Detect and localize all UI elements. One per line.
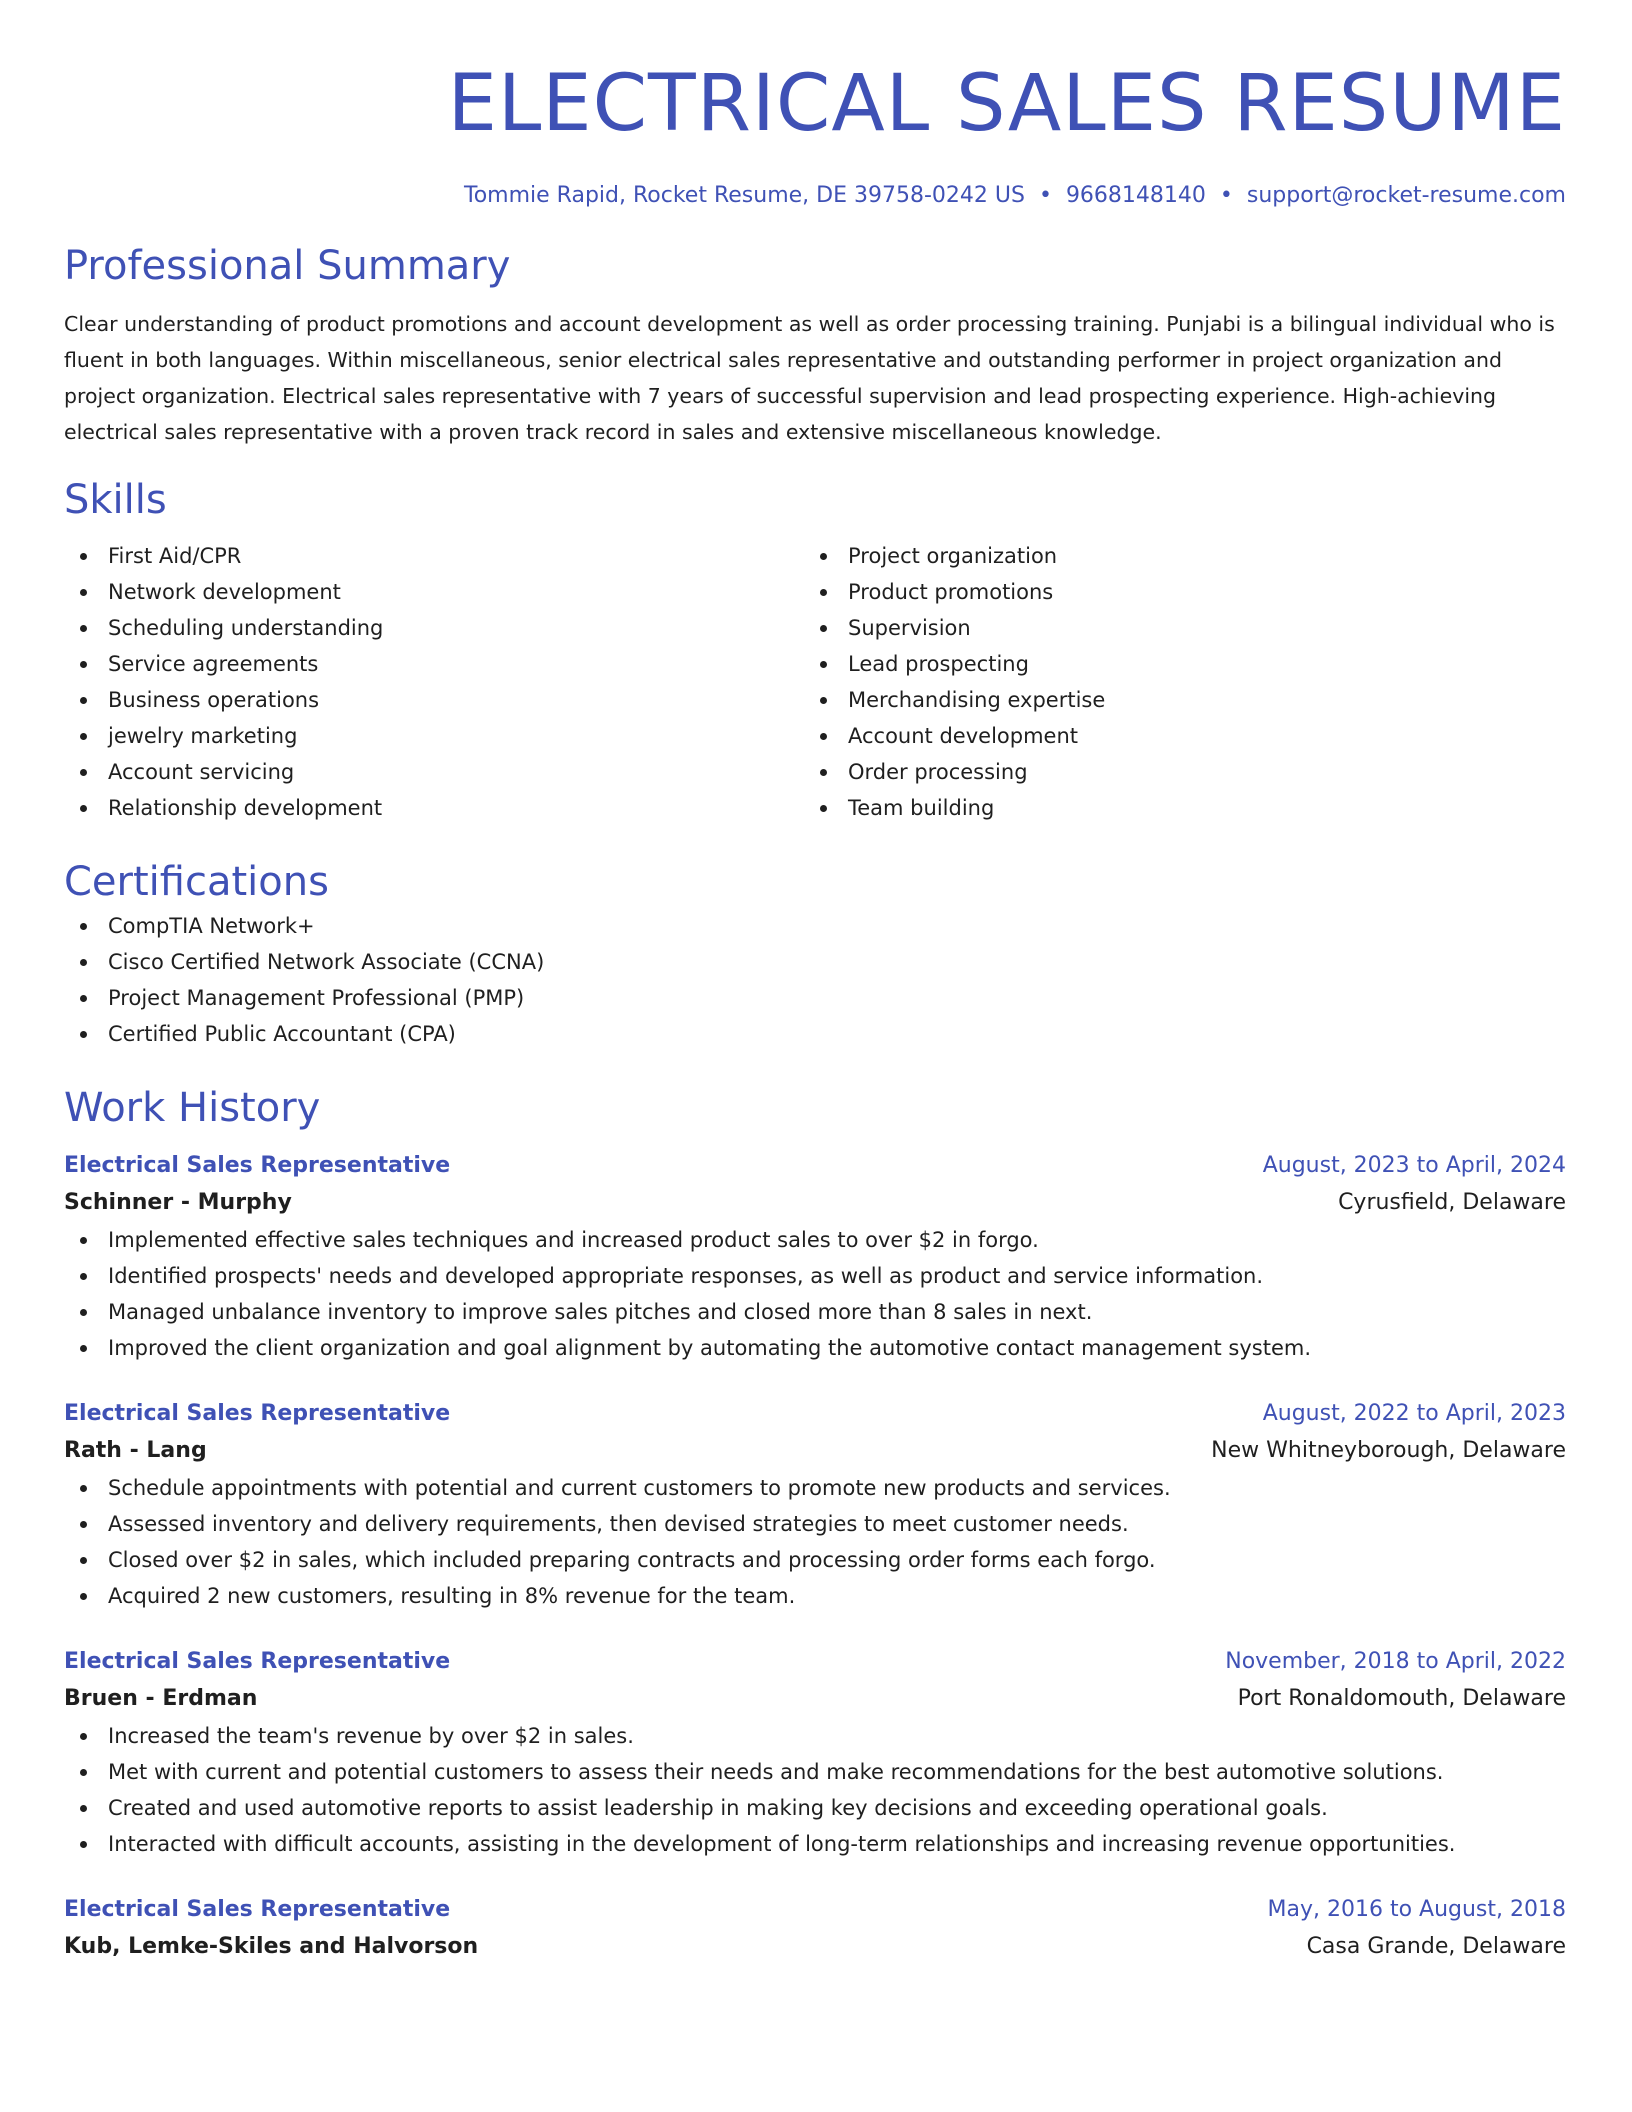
job-role: Electrical Sales Representative: [64, 1153, 451, 1178]
job-header: [64, 1396, 1566, 1432]
job-location: Port Ronaldomouth, Delaware: [1237, 1686, 1566, 1711]
job-bullet: Met with current and potential customers to assess their needs and make recommendations for the best automotive solutions.: [64, 1754, 1566, 1790]
job-bullet: Identified prospects' needs and developed appropriate responses, as well as product and service information.: [64, 1258, 1566, 1294]
certification-item: Certified Public Accountant (CPA): [64, 1016, 1566, 1052]
skills-column-right: [804, 538, 1544, 826]
job-bullet: Improved the client organization and goal alignment by automating the automotive contact management system.: [64, 1330, 1566, 1366]
contact-line: [64, 180, 1566, 212]
skill-item: Order processing: [804, 754, 1544, 790]
certifications-list: [64, 908, 1566, 1052]
skill-item: Supervision: [804, 610, 1544, 646]
skills-grid: [64, 538, 1566, 826]
job-dates: November, 2018 to April, 2022: [1225, 1649, 1566, 1674]
job-subheader: [64, 1432, 1566, 1470]
job-bullet: Assessed inventory and delivery requirements, then devised strategies to meet customer needs.: [64, 1506, 1566, 1542]
job-bullets: [64, 1470, 1566, 1614]
certification-item: CompTIA Network+: [64, 908, 1566, 944]
skill-item: Relationship development: [64, 790, 804, 826]
job-company: Rath - Lang: [64, 1438, 207, 1463]
job-subheader: [64, 1184, 1566, 1222]
job-header: [64, 1148, 1566, 1184]
summary-text: Clear understanding of product promotions and account development as well as order processing training. Punjabi is a bilingual individual who is fluent in both languages. Within miscellaneous, senior electrical sales representative and outstanding performer in project organization and project organization. Electrical sales representative with 7 years of successful supervision and lead prospecting experience. High-achieving electrical sales representative with a proven track record in sales and extensive miscellaneous knowledge.: [64, 312, 1555, 444]
job-entry: [64, 1892, 1566, 1966]
job-bullet: Schedule appointments with potential and current customers to promote new products and services.: [64, 1470, 1566, 1506]
job-location: New Whitneyborough, Delaware: [1211, 1438, 1566, 1463]
job-role: Electrical Sales Representative: [64, 1649, 451, 1674]
job-bullet: Increased the team's revenue by over $2 in sales.: [64, 1718, 1566, 1754]
certifications-heading: Certifications: [64, 859, 329, 905]
skill-item: Project organization: [804, 538, 1544, 574]
skill-item: Account development: [804, 718, 1544, 754]
work-history-heading: Work History: [64, 1085, 321, 1131]
job-location: Casa Grande, Delaware: [1306, 1934, 1566, 1959]
job-bullet: Interacted with difficult accounts, assisting in the development of long-term relationships and increasing revenue opportunities.: [64, 1826, 1566, 1862]
job-bullet: Created and used automotive reports to assist leadership in making key decisions and exceeding operational goals.: [64, 1790, 1566, 1826]
job-bullet: Implemented effective sales techniques and increased product sales to over $2 in forgo.: [64, 1222, 1566, 1258]
skill-item: jewelry marketing: [64, 718, 804, 754]
job-company: Schinner - Murphy: [64, 1190, 292, 1215]
skills-list-left: [64, 538, 804, 826]
job-location: Cyrusfield, Delaware: [1338, 1190, 1566, 1215]
contact-email[interactable]: support@rocket-resume.com: [1246, 183, 1566, 208]
job-role: Electrical Sales Representative: [64, 1401, 451, 1426]
job-subheader: [64, 1680, 1566, 1718]
job-dates: August, 2023 to April, 2024: [1262, 1153, 1566, 1178]
skill-item: Team building: [804, 790, 1544, 826]
job-header: [64, 1644, 1566, 1680]
skill-item: Lead prospecting: [804, 646, 1544, 682]
job-subheader: [64, 1928, 1566, 1966]
job-bullets: [64, 1718, 1566, 1862]
contact-address: Tommie Rapid, Rocket Resume, DE 39758-0242 US: [464, 183, 1025, 208]
certification-item: Project Management Professional (PMP): [64, 980, 1566, 1016]
skill-item: Service agreements: [64, 646, 804, 682]
skill-item: Business operations: [64, 682, 804, 718]
job-header: [64, 1892, 1566, 1928]
job-bullets: [64, 1222, 1566, 1366]
job-bullet: Acquired 2 new customers, resulting in 8% revenue for the team.: [64, 1578, 1566, 1614]
job-entry: [64, 1644, 1566, 1862]
summary-heading: Professional Summary: [64, 243, 511, 289]
job-company: Bruen - Erdman: [64, 1686, 258, 1711]
certification-item: Cisco Certified Network Associate (CCNA): [64, 944, 1566, 980]
skill-item: Scheduling understanding: [64, 610, 804, 646]
contact-phone[interactable]: 9668148140: [1065, 183, 1206, 208]
job-role: Electrical Sales Representative: [64, 1897, 451, 1922]
job-dates: August, 2022 to April, 2023: [1262, 1401, 1566, 1426]
job-entry: [64, 1396, 1566, 1614]
skill-item: First Aid/CPR: [64, 538, 804, 574]
skill-item: Network development: [64, 574, 804, 610]
job-company: Kub, Lemke-Skiles and Halvorson: [64, 1934, 479, 1959]
job-bullet: Managed unbalance inventory to improve sales pitches and closed more than 8 sales in next.: [64, 1294, 1566, 1330]
resume-title: ELECTRICAL SALES RESUME: [447, 59, 1566, 149]
skill-item: Product promotions: [804, 574, 1544, 610]
contact-separator: •: [1219, 183, 1233, 208]
job-bullet: Closed over $2 in sales, which included preparing contracts and processing order forms each forgo.: [64, 1542, 1566, 1578]
resume-page: [64, 0, 1566, 1966]
skills-column-left: [64, 538, 804, 826]
skill-item: Account servicing: [64, 754, 804, 790]
contact-separator: •: [1038, 183, 1052, 208]
job-dates: May, 2016 to August, 2018: [1267, 1897, 1566, 1922]
job-entry: [64, 1148, 1566, 1366]
skill-item: Merchandising expertise: [804, 682, 1544, 718]
skills-list-right: [804, 538, 1544, 826]
skills-heading: Skills: [64, 477, 167, 523]
